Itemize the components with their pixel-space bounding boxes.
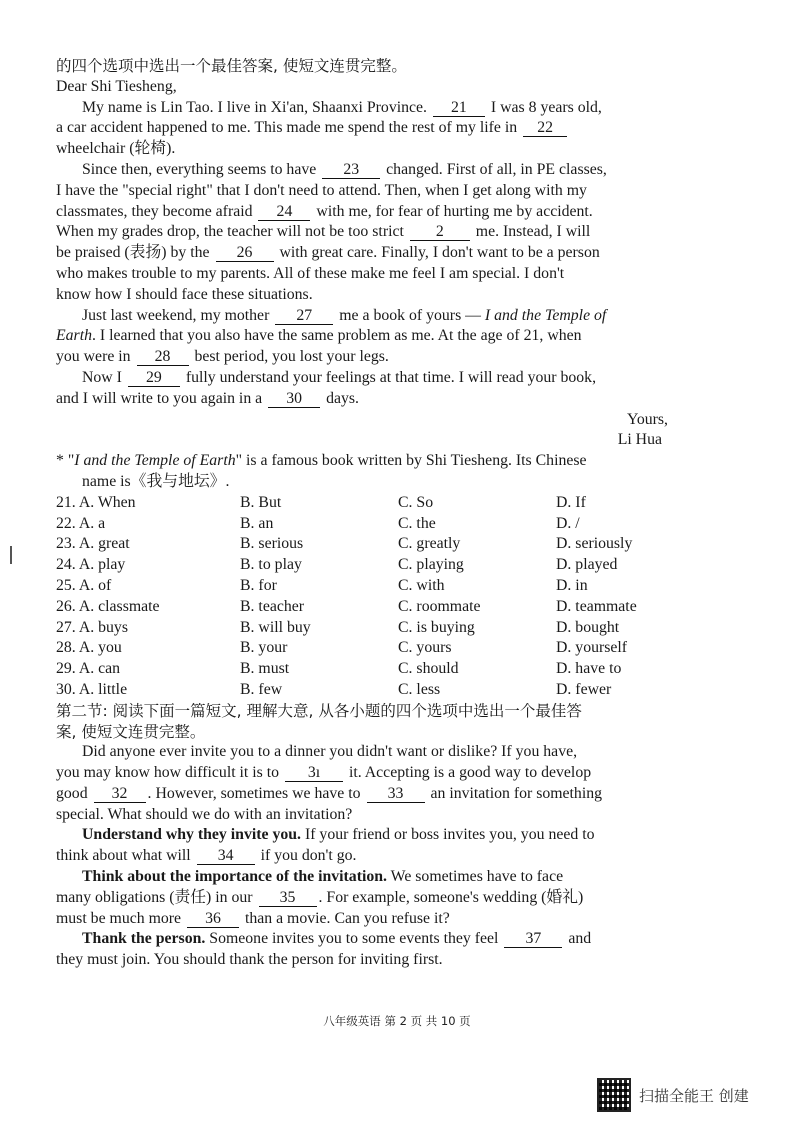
scanner-watermark — [597, 1078, 749, 1112]
letter-line: you were in 28 best period, you lost your legs. — [56, 348, 389, 366]
option-26-C: C. roommate — [398, 597, 481, 615]
option-24-B: B. to play — [240, 556, 302, 574]
passage-line: many obligations (责任) in our 35 . For example, someone's wedding (婚礼) — [56, 888, 584, 906]
blank-27: 27 — [275, 307, 333, 325]
option-30-A: 30. A. little — [56, 680, 128, 698]
option-29-B: B. must — [240, 660, 290, 678]
qr-code-icon — [597, 1078, 631, 1112]
blank-33: 33 — [367, 785, 425, 803]
letter-line: I have the "special right" that I don't need to attend. Then, when I get along with my — [56, 181, 587, 199]
letter-line: a car accident happened to me. This made me spend the rest of my life in 22 — [56, 118, 676, 139]
blank-21: 21 — [433, 99, 485, 117]
passage-line: they must join. You should thank the person for inviting first. — [56, 951, 443, 969]
passage-line: you may know how difficult it is to 3ı it. Accepting is a good way to develop — [56, 764, 592, 782]
passage-line: Did anyone ever invite you to a dinner you didn't want or dislike? If you have, — [82, 743, 578, 761]
option-25-C: C. with — [398, 576, 445, 594]
letter-line: Earth. I learned that you also have the same problem as me. At the age of 21, when — [56, 327, 582, 345]
closing: Yours, — [627, 410, 668, 428]
section2-heading: 第二节: 阅读下面一篇短文, 理解大意, 从各小题的四个选项中选出一个最佳答 — [56, 701, 582, 720]
signature: Li Hua — [617, 431, 662, 449]
options-grid — [56, 493, 676, 701]
letter-line: Just last weekend, my mother 27 me a book of yours — I and the Temple of — [82, 306, 607, 324]
option-22-A: 22. A. a — [56, 514, 106, 532]
subheading: Understand why they invite you. — [82, 826, 301, 844]
letter-closing — [56, 410, 676, 452]
option-23-A: 23. A. great — [56, 535, 130, 553]
letter-line: be praised (表扬) by the 26 with great care. Finally, I don't want to be a person — [56, 244, 600, 262]
passage-line: special. What should we do with an invitation? — [56, 805, 353, 823]
option-23-B: B. serious — [240, 535, 304, 553]
letter-line: Since then, everything seems to have 23 changed. First of all, in PE classes, — [82, 160, 607, 178]
option-25-B: B. for — [240, 576, 277, 594]
option-21-D: D. If — [556, 493, 586, 511]
blank-22: 22 — [523, 119, 567, 137]
watermark-text: 扫描全能王 创建 — [639, 1086, 749, 1105]
blank-26: 26 — [216, 244, 274, 262]
page-footer: 八年级英语 第 2 页 共 10 页 — [323, 1014, 471, 1028]
option-29-D: D. have to — [556, 660, 622, 678]
section2-heading: 案, 使短文连贯完整。 — [56, 722, 206, 741]
option-24-C: C. playing — [398, 556, 464, 574]
option-21-A: 21. A. When — [56, 493, 136, 511]
letter-line: My name is Lin Tao. I live in Xi'an, Shaanxi Province. 21 I was 8 years old, — [82, 98, 602, 116]
letter-line: and I will write to you again in a 30 days. — [56, 389, 359, 407]
option-28-C: C. yours — [398, 639, 452, 657]
option-25-D: D. in — [556, 576, 588, 594]
letter — [56, 77, 676, 451]
option-29-C: C. should — [398, 660, 459, 678]
subheading: Thank the person. — [82, 930, 206, 948]
option-21-B: B. But — [240, 493, 282, 511]
blank-25: 2 — [410, 223, 470, 241]
option-21-C: C. So — [398, 493, 434, 511]
option-25-A: 25. A. of — [56, 576, 112, 594]
option-24-A: 24. A. play — [56, 556, 126, 574]
passage-line: must be much more 36 than a movie. Can you refuse it? — [56, 909, 450, 927]
blank-34: 34 — [197, 847, 255, 865]
option-26-B: B. teacher — [240, 597, 305, 615]
blank-23: 23 — [322, 161, 380, 179]
option-23-D: D. seriously — [556, 535, 633, 553]
option-24-D: D. played — [556, 556, 618, 574]
letter-line: Now I 29 fully understand your feelings at that time. I will read your book, — [82, 368, 597, 386]
blank-31: 3ı — [285, 764, 343, 782]
letter-line: classmates, they become afraid 24 with me, for fear of hurting me by accident. — [56, 202, 593, 220]
option-22-D: D. / — [556, 514, 580, 532]
passage-line: Understand why they invite you. If your friend or boss invites you, you need to — [82, 826, 595, 844]
book-title: I and the Temple of — [484, 306, 607, 324]
book-title: I and the Temple of Earth — [74, 452, 236, 470]
salutation: Dear Shi Tiesheng, — [56, 77, 177, 95]
option-30-D: D. fewer — [556, 680, 612, 698]
letter-line: wheelchair (轮椅). — [56, 140, 176, 158]
option-27-D: D. bought — [556, 618, 620, 636]
passage-line: good 32 . However, sometimes we have to 33 an invitation for something — [56, 784, 603, 802]
option-27-C: C. is buying — [398, 618, 475, 636]
option-28-A: 28. A. you — [56, 639, 122, 657]
option-29-A: 29. A. can — [56, 660, 121, 678]
blank-35: 35 — [259, 889, 317, 907]
passage-line: think about what will 34 if you don't go. — [56, 847, 357, 865]
book-title: Earth — [56, 327, 92, 345]
option-22-B: B. an — [240, 514, 274, 532]
blank-29: 29 — [128, 369, 180, 387]
option-27-B: B. will buy — [240, 618, 311, 636]
option-28-D: D. yourself — [556, 639, 628, 657]
blank-30: 30 — [268, 390, 320, 408]
exam-page — [56, 56, 676, 971]
subheading: Think about the importance of the invitation. — [82, 868, 387, 886]
section2 — [56, 701, 676, 971]
blank-37: 37 — [504, 930, 562, 948]
blank-24: 24 — [258, 203, 310, 221]
footnote: * "I and the Temple of Earth" is a famous book written by Shi Tiesheng. Its Chinese name is《我与地坛》. — [56, 452, 587, 490]
blank-32: 32 — [94, 785, 146, 803]
letter-line: who makes trouble to my parents. All of these make me feel I am special. I don't — [56, 264, 565, 282]
letter-line: know how I should face these situations. — [56, 285, 313, 303]
option-23-C: C. greatly — [398, 535, 461, 553]
blank-28: 28 — [137, 348, 189, 366]
option-28-B: B. your — [240, 639, 288, 657]
letter-line: When my grades drop, the teacher will not be too strict 2 me. Instead, I will — [56, 223, 591, 241]
passage-line: Think about the importance of the invitation. We sometimes have to face — [82, 868, 564, 886]
option-22-C: C. the — [398, 514, 436, 532]
option-30-B: B. few — [240, 680, 283, 698]
option-26-D: D. teammate — [556, 597, 637, 615]
passage-line: Thank the person. Someone invites you to some events they feel 37 and — [82, 930, 592, 948]
option-27-A: 27. A. buys — [56, 618, 128, 636]
blank-36: 36 — [187, 910, 239, 928]
option-30-C: C. less — [398, 680, 441, 698]
option-26-A: 26. A. classmate — [56, 597, 160, 615]
margin-mark — [10, 546, 12, 564]
section1-instruction-tail: 的四个选项中选出一个最佳答案, 使短文连贯完整。 — [56, 57, 407, 75]
